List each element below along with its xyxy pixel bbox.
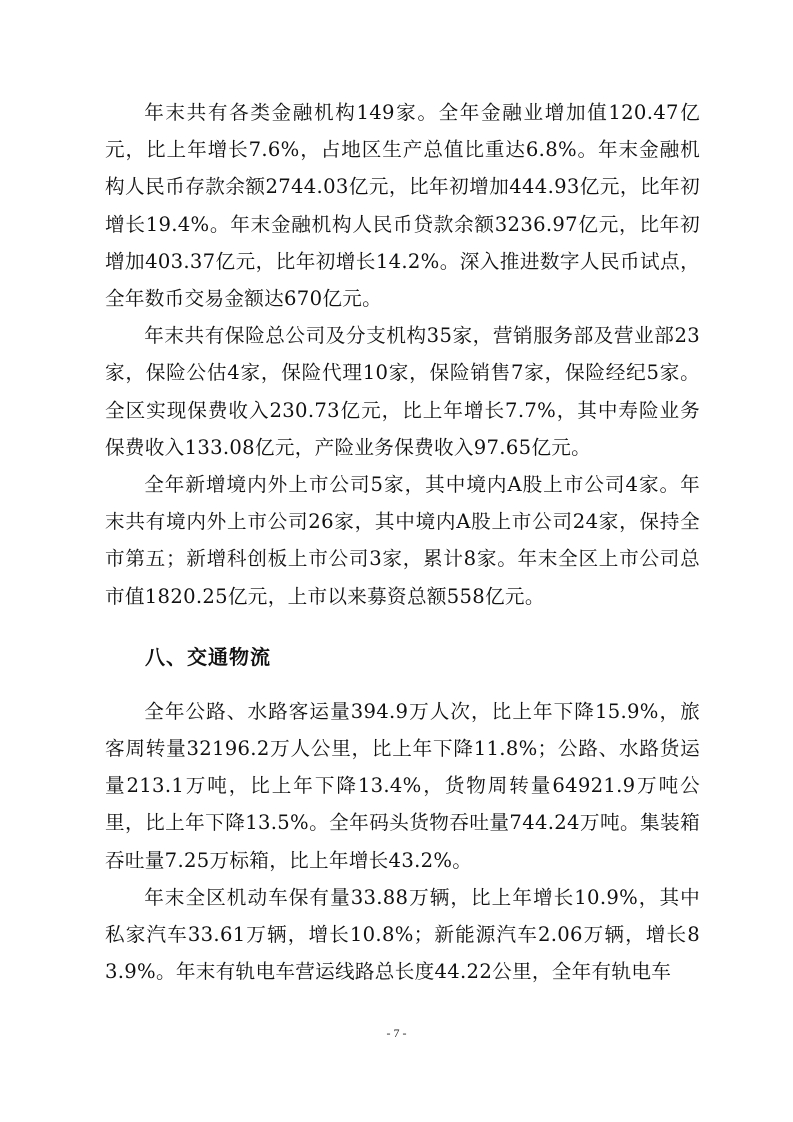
paragraph-motor-vehicles: 年末全区机动车保有量33.88万辆，比上年增长10.9%，其中私家汽车33.61万辆，增长10.8%；新能源汽车2.06万辆，增长83.9%。年末有轨电车营运线路总长度44.22公里，全年有轨电车 [105, 885, 700, 984]
page-body [105, 94, 700, 990]
section-heading-transport-logistics: 八、交通物流 [145, 644, 271, 669]
paragraph-finance-institutions: 年末共有各类金融机构149家。全年金融业增加值120.47亿元，比上年增长7.6%，占地区生产总值比重达6.8%。年末金融机构人民币存款余额2744.03亿元，比年初增加444.93亿元，比年初增长19.4%。年末金融机构人民币贷款余额3236.97亿元，比年初增加403.37亿元，比年初增长14.2%。深入推进数字人民币试点，全年数币交易金额达670亿元。 [105, 101, 700, 311]
page-number: - 7 - [386, 1026, 407, 1040]
paragraph-passenger-freight: 全年公路、水路客运量394.9万人次，比上年下降15.9%，旅客周转量32196.2万人公里，比上年下降11.8%；公路、水路货运量213.1万吨，比上年下降13.4%，货物周转量64921.9万吨公里，比上年下降13.5%。全年码头货物吞吐量744.24万吨。集装箱吞吐量7.25万标箱，比上年增长43.2%。 [105, 699, 700, 872]
paragraph-insurance: 年末共有保险总公司及分支机构35家，营销服务部及营业部23家，保险公估4家，保险代理10家，保险销售7家，保险经纪5家。全区实现保费收入230.73亿元，比上年增长7.7%，其中寿险业务保费收入133.08亿元，产险业务保费收入97.65亿元。 [105, 324, 700, 459]
paragraph-listed-companies: 全年新增境内外上市公司5家，其中境内A股上市公司4家。年末共有境内外上市公司26家，其中境内A股上市公司24家，保持全市第五；新增科创板上市公司3家，累计8家。年末全区上市公司总市值1820.25亿元，上市以来募资总额558亿元。 [105, 473, 700, 608]
